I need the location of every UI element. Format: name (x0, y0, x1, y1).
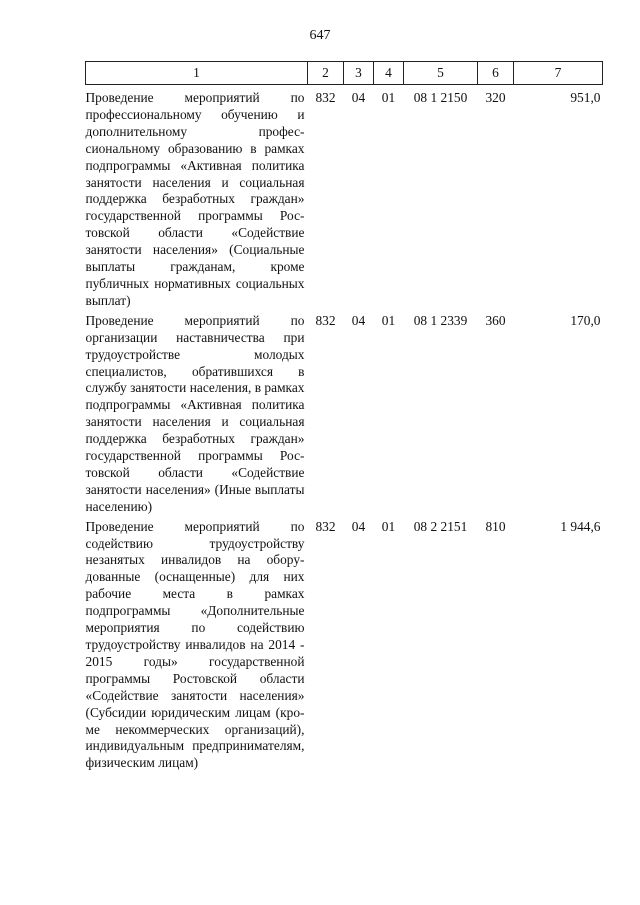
header-cell-7: 7 (514, 62, 603, 85)
header-cell-3: 3 (344, 62, 374, 85)
table-row (86, 85, 603, 310)
table-header (86, 62, 603, 85)
header-cell-6: 6 (478, 62, 514, 85)
budget-table (85, 61, 603, 772)
row-amount: 170,0 (570, 312, 601, 328)
table-body (86, 85, 603, 773)
table-row (86, 519, 603, 773)
row-target-article: 08 1 2339 (413, 312, 468, 328)
row-expense-type: 360 (485, 312, 506, 328)
header-cell-5: 5 (404, 62, 478, 85)
row-expense-type: 810 (485, 518, 506, 534)
header-cell-2: 2 (308, 62, 344, 85)
header-cell-1: 1 (86, 62, 308, 85)
row-ministry-code: 832 (315, 518, 336, 534)
row-amount: 951,0 (570, 90, 601, 105)
page-number: 647 (309, 28, 331, 43)
row-target-article: 08 1 2150 (413, 90, 468, 105)
row-amount: 1 944,6 (560, 518, 601, 534)
row-subsection-code: 01 (381, 312, 396, 328)
row-ministry-code: 832 (315, 312, 336, 328)
row-ministry-code: 832 (315, 90, 336, 105)
row-target-article: 08 2 2151 (413, 518, 468, 534)
row-description: Проведение мероприятий по содействию трудоустройству незанятых инвалидов на оборудованные (оснащенные) для них рабочие места в рамках подпрограммы «Дополнительные мероприятия по содействию трудоустройству инвалидов на 2014 - 2015 годы» государственной программы Ростовской области «Содействие занятости населения» (Субсидии юридическим лицам (кроме некоммерческих организаций), индивидуальным предпринимателям, физическим лицам) (85, 518, 305, 771)
row-description: Проведение мероприятий по профессиональному обучению и дополнительному профессиональному образованию в рамках подпрограммы «Активная политика занятости населения и социальная поддержка безработных граждан» государственной программы Ростовской области «Содействие занятости населения» (Социальные выплаты гражданам, кроме публичных нормативных социальных выплат) (85, 90, 305, 308)
header-row (86, 62, 603, 85)
row-expense-type: 320 (485, 90, 506, 105)
row-section-code: 04 (351, 90, 366, 105)
header-cell-4: 4 (374, 62, 404, 85)
row-section-code: 04 (351, 312, 366, 328)
row-subsection-code: 01 (381, 518, 396, 534)
table-row (86, 313, 603, 516)
row-description: Проведение мероприятий по организации наставничества при трудоустройстве молодых специалистов, обратившихся в службу занятости населения, в рамках подпрограммы «Активная политика занятости населения и социальная поддержка безработных граждан» государственной программы Ростовской области «Содействие занятости населения» (Иные выплаты населению) (85, 312, 305, 514)
row-section-code: 04 (351, 518, 366, 534)
row-subsection-code: 01 (381, 90, 396, 105)
